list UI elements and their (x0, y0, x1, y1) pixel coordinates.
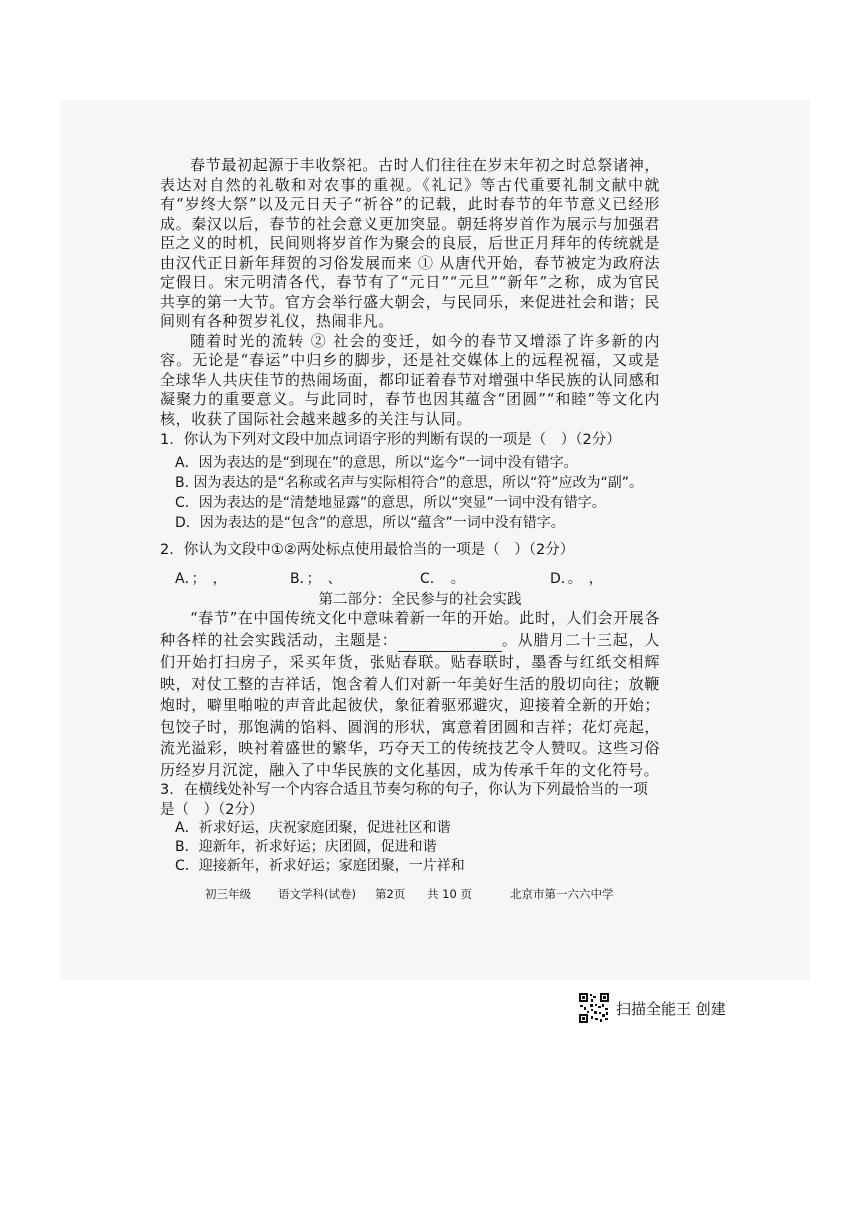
question-1-option-a: A．因为表达的是“到现在”的意思，所以“迄今”一词中没有错字。 (175, 455, 578, 471)
question-2-option-b: B．； 、 (290, 571, 342, 587)
qr-code-icon (578, 992, 610, 1024)
footer-subject: 语文学科(试卷) (278, 887, 356, 901)
question-3-option-a: A．祈求好运，庆祝家庭团聚，促进社区和谐 (175, 820, 451, 836)
footer-school: 北京市第一六六中学 (510, 887, 614, 901)
question-2-stem: 2．你认为文段中①②两处标点使用最恰当的一项是（ ）（2分） (160, 542, 575, 558)
question-1-stem: 1．你认为下列对文段中加点词语字形的判断有误的一项是（ ）（2分） (160, 432, 621, 448)
question-2-option-d: D．。 ， (550, 571, 603, 587)
fill-in-blank (398, 630, 502, 653)
section-title: 第二部分：全民参与的社会实践 (318, 592, 522, 608)
scanner-watermark (578, 992, 738, 1026)
watermark-text: 扫描全能王 创建 (616, 1000, 726, 1018)
footer-grade: 初三年级 (205, 887, 251, 901)
part2-passage (160, 608, 660, 781)
passage (160, 156, 660, 429)
question-3-stem: 3．在横线处补写一个内容合适且节奏匀称的句子，你认为下列最恰当的一项是（ ）（2分） (160, 782, 648, 818)
question-1-option-d: D．因为表达的是“包含”的意思，所以“蕴含”一词中没有错字。 (175, 515, 565, 531)
footer-total: 共 10 页 (427, 887, 472, 901)
question-1-option-b: B. 因为表达的是“名称或名声与实际相符合”的意思，所以“符”应改为“副”。 (175, 475, 644, 491)
question-2-option-c: C． 。 (420, 571, 465, 587)
question-3-option-c: C．迎接新年，祈求好运；家庭团聚，一片祥和 (175, 858, 465, 874)
passage-paragraph-1: 春节最初起源于丰收祭祀。古时人们往往在岁末年初之时总祭诸神，表达对自然的礼敬和对农事的重视。《礼记》等古代重要礼制文献中就有“岁终大祭”以及元日天子“祈谷”的记载，此时春节的年节意义已经形成。秦汉以后，春节的社会意义更加突显。朝廷将岁首作为展示与加强君臣之义的时机，民间则将岁首作为聚会的良辰，后世正月拜年的传统就是由汉代正日新年拜贺的习俗发展而来 ① 从唐代开始，春节被定为政府法定假日。宋元明清各代，春节有了“元日”“元旦”“新年”之称，成为官民共享的第一大节。官方会举行盛大朝会，与民同乐，来促进社会和谐；民间则有各种贺岁礼仪，热闹非凡。 (160, 156, 660, 330)
question-3-option-b: B．迎新年，祈求好运；庆团圆，促进和谐 (175, 839, 437, 855)
part2-text-after-blank: 。从腊月二十三起，人们开始打扫房子，采买年货，张贴春联。贴春联时，墨香与红纸交相辉映，对仗工整的吉祥话，饱含着人们对新一年美好生活的殷切向往；放鞭炮时，噼里啪啦的声音此起彼伏，象征着驱邪避灾，迎接着全新的开始；包饺子时，那饱满的馅料、圆润的形状，寓意着团圆和吉祥；花灯亮起，流光溢彩，映衬着盛世的繁华，巧夺天工的传统技艺令人赞叹。这些习俗历经岁月沉淀，融入了中华民族的文化基因，成为传承千年的文化符号。 (160, 630, 660, 779)
part2-text-before-blank: “春节”在中国传统文化中意味着新一年的开始。此时，人们会开展各种各样的社会实践活动，主题是： (160, 609, 660, 649)
question-1-option-c: C．因为表达的是“清楚地显露”的意思，所以“突显”一词中没有错字。 (175, 495, 606, 511)
question-2-option-a: A．； ， (175, 571, 227, 587)
footer-page: 第2页 (375, 887, 406, 901)
passage-paragraph-2: 随着时光的流转 ② 社会的变迁，如今的春节又增添了许多新的内容。无论是“春运”中归乡的脚步，还是社交媒体上的远程祝福，又或是全球华人共庆佳节的热闹场面，都印证着春节对增强中华民族的认同感和凝聚力的重要意义。与此同时，春节也因其蕴含“团圆”“和睦”等文化内核，收获了国际社会越来越多的关注与认同。 (160, 331, 660, 428)
